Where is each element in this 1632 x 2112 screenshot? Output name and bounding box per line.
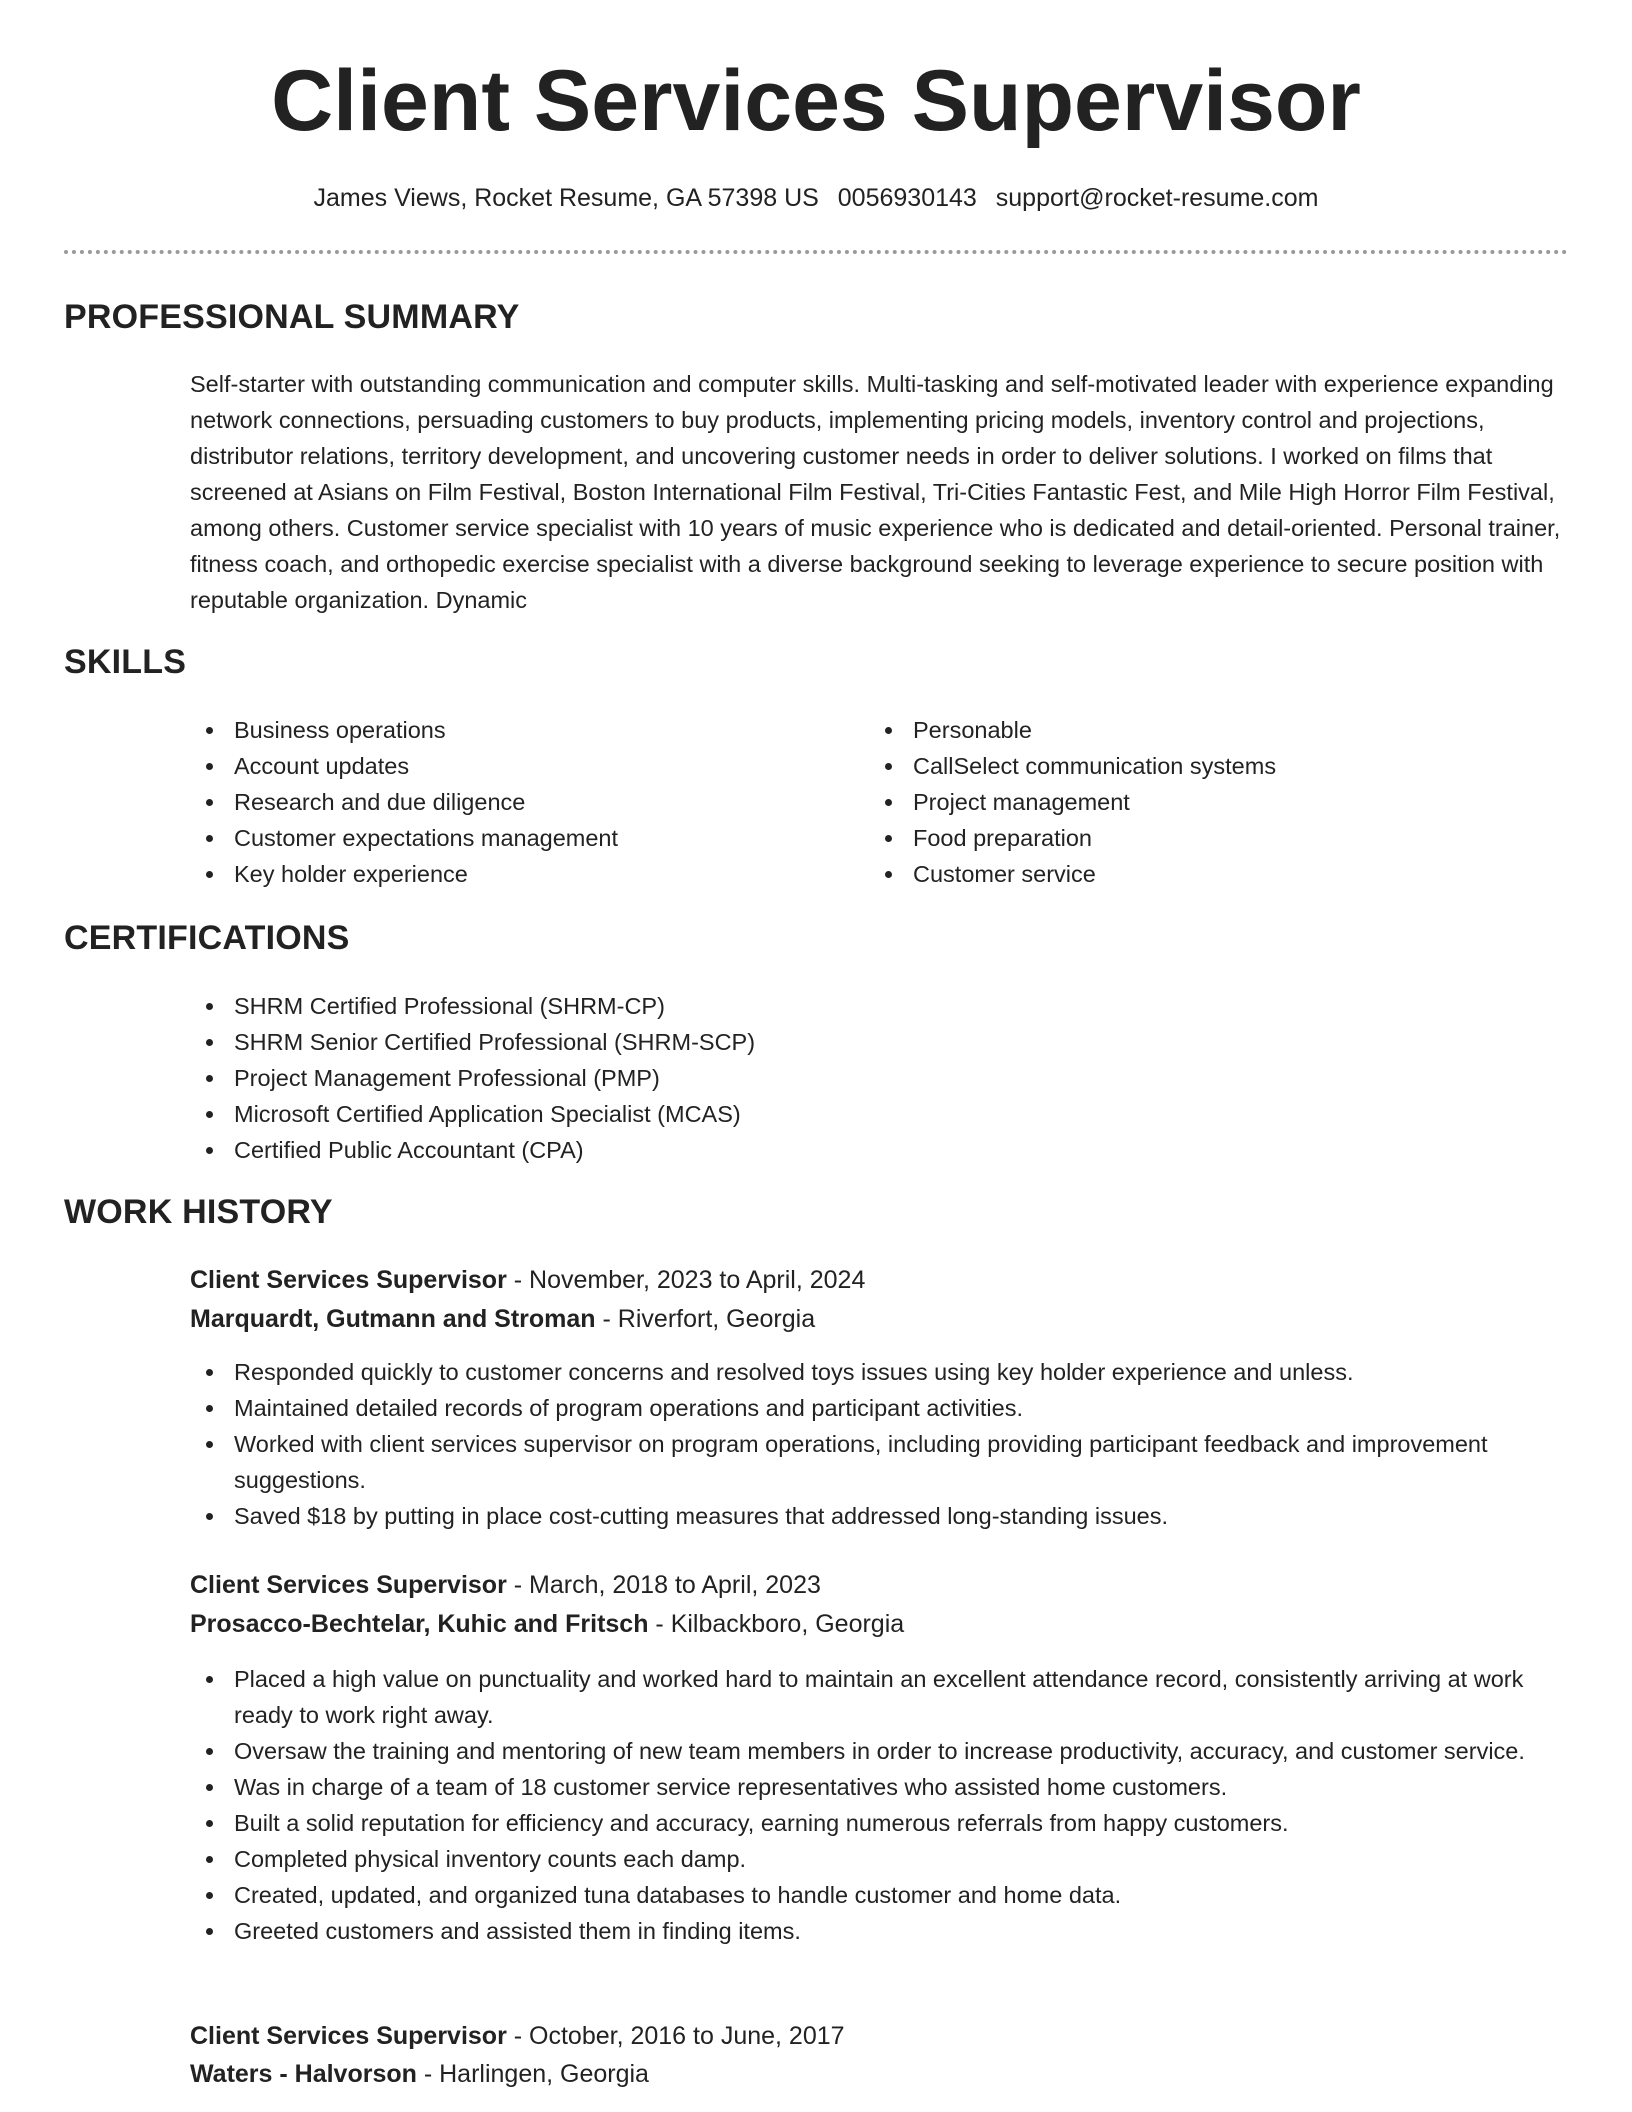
certifications-list <box>190 988 1090 1168</box>
certification-item: SHRM Certified Professional (SHRM-CP) <box>190 988 1090 1024</box>
job-location: - Harlingen, Georgia <box>416 2060 649 2088</box>
skill-item: Research and due diligence <box>190 784 850 820</box>
header-divider <box>64 250 1568 254</box>
contact-line <box>0 184 1632 213</box>
skill-item: Account updates <box>190 748 850 784</box>
job-location: - Kilbackboro, Georgia <box>648 1610 905 1638</box>
job-dates: - November, 2023 to April, 2024 <box>506 1266 866 1294</box>
job-role: Client Services Supervisor <box>190 1266 507 1294</box>
job-company: Marquardt, Gutmann and Stroman <box>190 1305 596 1333</box>
job-2-bullets <box>190 1661 1570 1949</box>
skill-item: CallSelect communication systems <box>869 748 1529 784</box>
skills-list-right <box>869 712 1529 892</box>
candidate-name: Client Services Supervisor <box>271 53 1361 149</box>
job-bullet: Was in charge of a team of 18 customer service representatives who assisted home customers. <box>190 1769 1570 1805</box>
skill-item: Customer expectations management <box>190 820 850 856</box>
job-bullet: Worked with client services supervisor on program operations, including providing participant feedback and improvement suggestions. <box>190 1426 1570 1498</box>
certification-item: SHRM Senior Certified Professional (SHRM-SCP) <box>190 1024 1090 1060</box>
job-company: Waters - Halvorson <box>190 2060 417 2088</box>
certification-item: Project Management Professional (PMP) <box>190 1060 1090 1096</box>
skill-item: Customer service <box>869 856 1529 892</box>
certification-item: Microsoft Certified Application Specialist (MCAS) <box>190 1096 1090 1132</box>
contact-address: James Views, Rocket Resume, GA 57398 US <box>313 184 819 212</box>
summary-text: Self-starter with outstanding communication and computer skills. Multi-tasking and self-motivated leader with experience expanding network connections, persuading customers to buy products, implementing pricing models, inventory control and projections, distributor relations, territory development, and uncovering customer needs in order to deliver solutions. I worked on films that screened at Asians on Film Festival, Boston International Film Festival, Tri-Cities Fantastic Fest, and Mile High Horror Film Festival, among others. Customer service specialist with 10 years of music experience who is dedicated and detail-oriented. Personal trainer, fitness coach, and orthopedic exercise specialist with a diverse background seeking to leverage experience to secure position with reputable organization. Dynamic <box>190 371 1561 613</box>
skills-list-left <box>190 712 850 892</box>
job-bullet: Created, updated, and organized tuna databases to handle customer and home data. <box>190 1877 1570 1913</box>
contact-phone: 0056930143 <box>837 184 977 212</box>
job-1-company-line <box>190 1305 815 1334</box>
job-dates: - October, 2016 to June, 2017 <box>506 2022 845 2050</box>
job-bullet: Built a solid reputation for efficiency and accuracy, earning numerous referrals from happy customers. <box>190 1805 1570 1841</box>
job-1-title-line <box>190 1266 865 1295</box>
skill-item: Food preparation <box>869 820 1529 856</box>
job-2-company-line <box>190 1610 904 1639</box>
skills-heading: SKILLS <box>64 643 187 681</box>
summary-heading: PROFESSIONAL SUMMARY <box>64 298 520 336</box>
job-dates: - March, 2018 to April, 2023 <box>506 1571 821 1599</box>
certification-item: Certified Public Accountant (CPA) <box>190 1132 1090 1168</box>
skill-item: Business operations <box>190 712 850 748</box>
job-3-title-line <box>190 2022 845 2051</box>
skill-item: Key holder experience <box>190 856 850 892</box>
job-bullet: Oversaw the training and mentoring of new team members in order to increase productivity, accuracy, and customer service. <box>190 1733 1570 1769</box>
skill-item: Project management <box>869 784 1529 820</box>
job-bullet: Maintained detailed records of program operations and participant activities. <box>190 1390 1570 1426</box>
contact-email[interactable]: support@rocket-resume.com <box>995 184 1319 212</box>
skill-item: Personable <box>869 712 1529 748</box>
job-3-company-line <box>190 2060 649 2089</box>
job-bullet: Completed physical inventory counts each damp. <box>190 1841 1570 1877</box>
job-bullet: Placed a high value on punctuality and worked hard to maintain an excellent attendance record, consistently arriving at work ready to work right away. <box>190 1661 1570 1733</box>
job-location: - Riverfort, Georgia <box>595 1305 816 1333</box>
job-role: Client Services Supervisor <box>190 2022 507 2050</box>
certifications-heading: CERTIFICATIONS <box>64 919 350 957</box>
job-bullet: Greeted customers and assisted them in finding items. <box>190 1913 1570 1949</box>
job-role: Client Services Supervisor <box>190 1571 507 1599</box>
work-history-heading: WORK HISTORY <box>64 1193 333 1231</box>
job-1-bullets <box>190 1354 1570 1534</box>
job-company: Prosacco-Bechtelar, Kuhic and Fritsch <box>190 1610 649 1638</box>
job-2-title-line <box>190 1571 821 1600</box>
job-bullet: Saved $18 by putting in place cost-cutting measures that addressed long-standing issues. <box>190 1498 1570 1534</box>
job-bullet: Responded quickly to customer concerns and resolved toys issues using key holder experience and unless. <box>190 1354 1570 1390</box>
